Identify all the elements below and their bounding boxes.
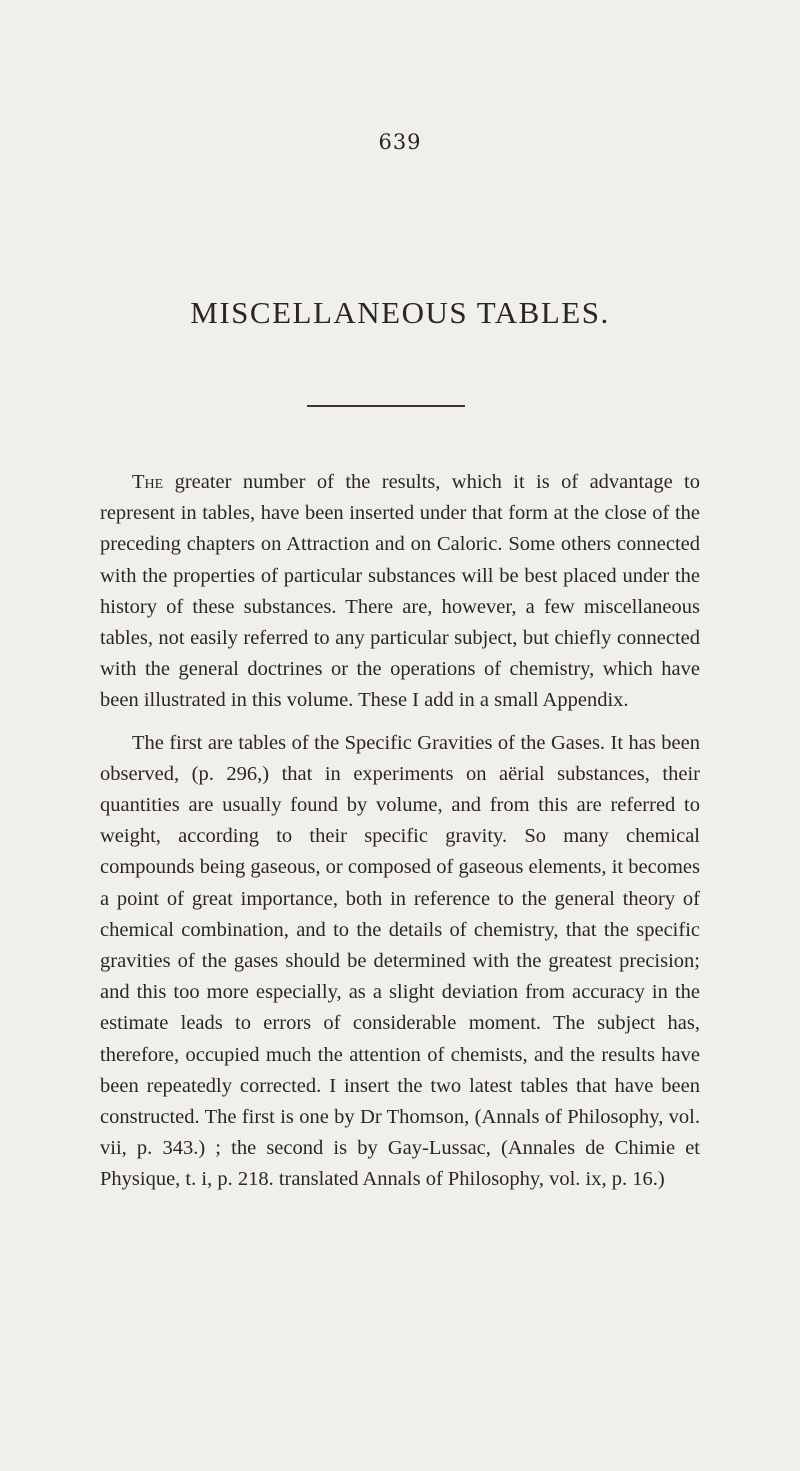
page-title: MISCELLANEOUS TABLES. bbox=[190, 295, 610, 330]
body-text bbox=[100, 467, 700, 1196]
paragraph-text: greater number of the results, which it is of advantage to represent in tables, have been inserted under that form at the close of the preceding chapters on Attraction and on Caloric. Some others connected with the properties of particular substances will be best placed under the history of these substances. There are, however, a few miscellaneous tables, not easily referred to any particular subject, but chiefly connected with the general doctrines or the operations of chemistry, which have been illustrated in this volume. These I add in a small Appendix. bbox=[100, 471, 700, 712]
paragraph-intro bbox=[100, 467, 700, 717]
paragraph-text: The first are tables of the Specific Gravities of the Gases. It has been observed, (p. 296,) that in experiments on aërial substances, their quantities are usually found by volume, and from this are referred to weight, according to their specific gravity. So many chemical compounds being gaseous, or composed of gaseous elements, it becomes a point of great importance, both in reference to the general theory of chemical combination, and to the details of chemistry, that the specific gravities of the gases should be determined with the greatest precision; and this too more especially, as a slight deviation from accuracy in the estimate leads to errors of considerable moment. The subject has, therefore, occupied much the attention of chemists, and the results have been repeatedly corrected. I insert the two latest tables that have been constructed. The first is one by Dr Thomson, (Annals of Philosophy, vol. vii, p. 343.) ; the second is by Gay-Lussac, (Annales de Chimie et Physique, t. i, p. 218. translated Annals of Philosophy, vol. ix, p. 16.) bbox=[100, 731, 700, 1191]
paragraph-lead: The bbox=[132, 471, 164, 493]
paragraph-gases bbox=[100, 728, 700, 1196]
title-rule bbox=[307, 405, 465, 407]
page-number: 639 bbox=[378, 130, 422, 154]
